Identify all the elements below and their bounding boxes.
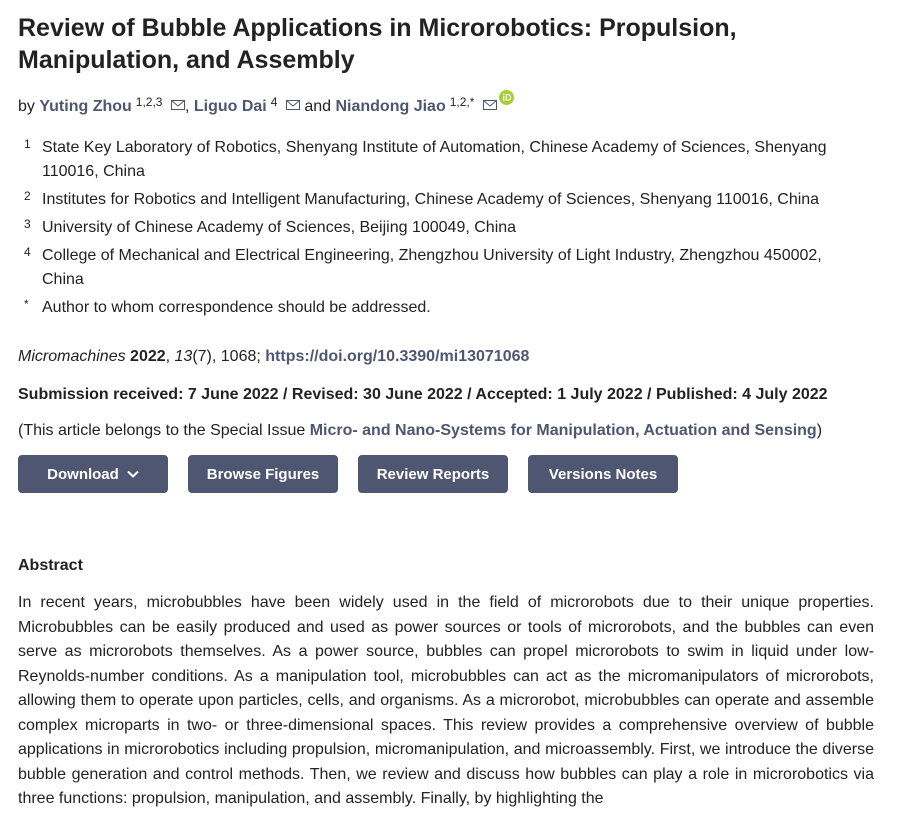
- doi-link[interactable]: https://doi.org/10.3390/mi13071068: [265, 348, 530, 365]
- affiliation-item: [24, 216, 878, 240]
- affiliation-text: State Key Laboratory of Robotics, Shenyang Institute of Automation, Chinese Academy of Sciences, Shenyang 110016, China: [42, 139, 827, 180]
- mail-icon[interactable]: [171, 100, 185, 110]
- article-page: [0, 12, 878, 812]
- affiliation-number: *: [24, 297, 29, 311]
- affiliation-item: [24, 188, 878, 212]
- affiliation-number: 2: [24, 189, 31, 203]
- browse-figures-button[interactable]: Browse Figures: [188, 455, 338, 493]
- author-affiliation-zhou: 1,2,3: [135, 95, 163, 109]
- affiliation-text: University of Chinese Academy of Sciences, Beijing 100049, China: [42, 219, 517, 236]
- author-line: [18, 90, 878, 118]
- abstract-text: In recent years, microbubbles have been widely used in the field of microrobots due to their unique properties. Microbubbles can be easily produced and used as power sources or tools of microrobots, and the bubbles can even serve as microrobots themselves. As a power source, bubbles can propel microrobots to swim in liquid under low-Reynolds-number conditions. As a manipulation tool, microbubbles can act as the micromanipulators of microrobots, allowing them to operate upon particles, cells, and organisms. As a microrobot, microbubbles can operate and assemble complex microparts in two- or three-dimensional spaces. This review provides a comprehensive overview of bubble applications in microrobotics including propulsion, micromanipulation, and microassembly. First, we introduce the diverse bubble generation and control methods. Then, we review and discuss how bubbles can play a role in microrobotics via three functions: propulsion, manipulation, and assembly. Finally, by highlighting the: [18, 594, 874, 807]
- affiliation-number: 1: [24, 137, 31, 151]
- orcid-icon[interactable]: [499, 90, 514, 105]
- citation-volume: 13: [174, 348, 193, 365]
- affiliation-list: [18, 136, 878, 320]
- affiliation-item: [24, 244, 878, 292]
- special-issue-line: [18, 420, 878, 442]
- author-affiliation-jiao: 1,2,*: [449, 95, 475, 109]
- affiliation-number: 3: [24, 217, 31, 231]
- citation-year: 2022: [130, 348, 166, 365]
- by-label: by: [18, 98, 35, 115]
- author-link-dai[interactable]: Liguo Dai: [193, 98, 267, 115]
- affiliation-item: [24, 296, 878, 320]
- special-issue-suffix: ): [816, 422, 823, 439]
- download-label: Download: [47, 465, 119, 483]
- affiliation-item: [24, 136, 878, 184]
- mail-icon[interactable]: [483, 100, 497, 110]
- affiliation-text: College of Mechanical and Electrical Engineering, Zhengzhou University of Light Industry, Zhengzhou 450002, China: [42, 247, 822, 288]
- chevron-down-icon: [127, 470, 139, 478]
- affiliation-number: 4: [24, 245, 31, 259]
- author-separator: ,: [184, 98, 190, 115]
- article-title: Review of Bubble Applications in Microrobotics: Propulsion, Manipulation, and Assembly: [18, 14, 737, 74]
- author-link-zhou[interactable]: Yuting Zhou: [39, 98, 132, 115]
- review-reports-button[interactable]: Review Reports: [358, 455, 508, 493]
- affiliation-text: Institutes for Robotics and Intelligent Manufacturing, Chinese Academy of Sciences, Shenyang 110016, China: [42, 191, 820, 208]
- and-label: and: [304, 98, 332, 115]
- affiliation-text: Author to whom correspondence should be addressed.: [42, 299, 431, 316]
- author-affiliation-dai: 4: [270, 95, 278, 109]
- citation-issue-pages: (7), 1068;: [192, 348, 266, 365]
- mail-icon[interactable]: [286, 100, 300, 110]
- journal-name: Micromachines: [18, 348, 126, 365]
- citation-line: Micromachines 2022, 13(7), 1068; https://doi.org/10.3390/mi13071068: [18, 348, 530, 365]
- special-issue-prefix: (This article belongs to the Special Issue: [18, 422, 310, 439]
- action-buttons: [18, 455, 878, 493]
- publication-dates: Submission received: 7 June 2022 / Revised: 30 June 2022 / Accepted: 1 July 2022 / Published: 4 July 2022: [18, 386, 828, 403]
- special-issue-link[interactable]: Micro- and Nano-Systems for Manipulation, Actuation and Sensing: [309, 422, 817, 439]
- versions-notes-button[interactable]: Versions Notes: [528, 455, 678, 493]
- download-button[interactable]: [18, 455, 168, 493]
- author-link-jiao[interactable]: Niandong Jiao: [335, 98, 446, 115]
- abstract-heading: Abstract: [18, 557, 83, 574]
